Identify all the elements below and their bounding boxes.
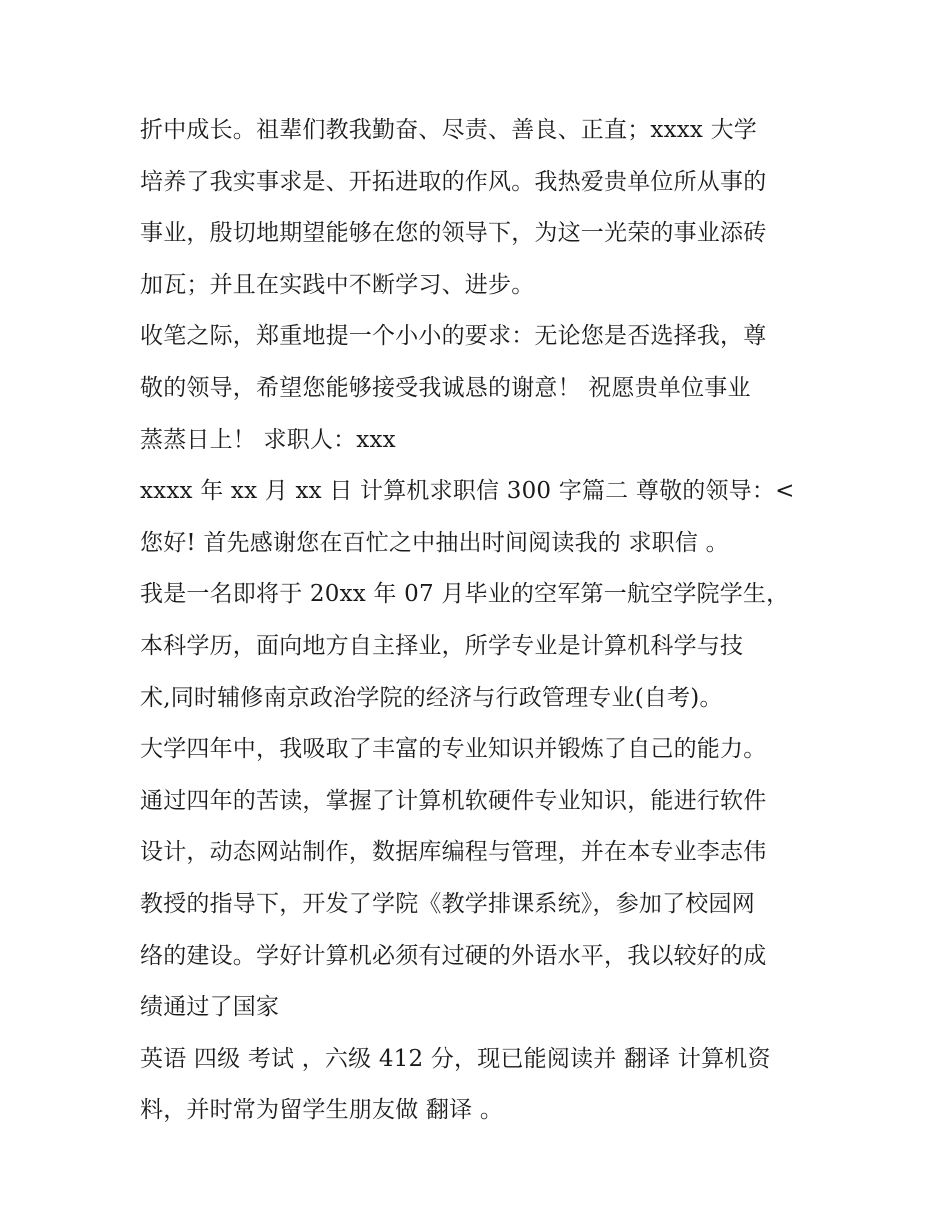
text-line-15: 设计，动态网站制作，数据库编程与管理，并在本专业李志伟 [140, 839, 767, 866]
text-line-16: 教授的指导下，开发了学院《教学排课系统》，参加了校园网 [140, 890, 755, 917]
text-line-5: 收笔之际，郑重地提一个小小的要求：无论您是否选择我，尊 [140, 323, 767, 350]
text-line-2: 培养了我实事求是、开拓进取的作风。我热爱贵单位所从事的 [140, 168, 767, 195]
text-line-6: 敬的领导，希望您能够接受我诚恳的谢意！ 祝愿贵单位事业 [140, 374, 751, 401]
text-line-4: 加瓦；并且在实践中不断学习、进步。 [140, 271, 535, 298]
document-body [140, 108, 820, 1140]
text-line-13: 大学四年中，我吸取了丰富的专业知识并锻炼了自己的能力。 [140, 736, 767, 763]
text-line-7: 蒸蒸日上！ 求职人：xxx [140, 426, 396, 453]
text-line-10: 我是一名即将于 20xx 年 07 月毕业的空军第一航空学院学生， [140, 581, 790, 608]
text-line-12: 术,同时辅修南京政治学院的经济与行政管理专业(自考)。 [140, 684, 723, 711]
text-line-17: 络的建设。学好计算机必须有过硬的外语水平，我以较好的成 [140, 942, 767, 969]
text-line-1: 折中成长。祖辈们教我勤奋、尽责、善良、正直；xxxx 大学 [140, 117, 757, 143]
text-line-8: xxxx 年 xx 月 xx 日 计算机求职信 300 字篇二 尊敬的领导：< [140, 478, 795, 505]
text-line-11: 本科学历，面向地方自主择业，所学专业是计算机科学与技 [140, 632, 744, 659]
text-line-19: 英语 四级 考试 ，六级 412 分，现已能阅读并 翻译 计算机资 [140, 1045, 771, 1072]
text-line-3: 事业，殷切地期望能够在您的领导下，为这一光荣的事业添砖 [140, 220, 767, 247]
text-line-20: 料，并时常为留学生朋友做 翻译 。 [140, 1097, 504, 1124]
text-line-14: 通过四年的苦读，掌握了计算机软硬件专业知识，能进行软件 [140, 787, 767, 814]
text-line-18: 绩通过了国家 [140, 994, 280, 1021]
text-line-9: 您好! 首先感谢您在百忙之中抽出时间阅读我的 求职信 。 [140, 529, 729, 556]
